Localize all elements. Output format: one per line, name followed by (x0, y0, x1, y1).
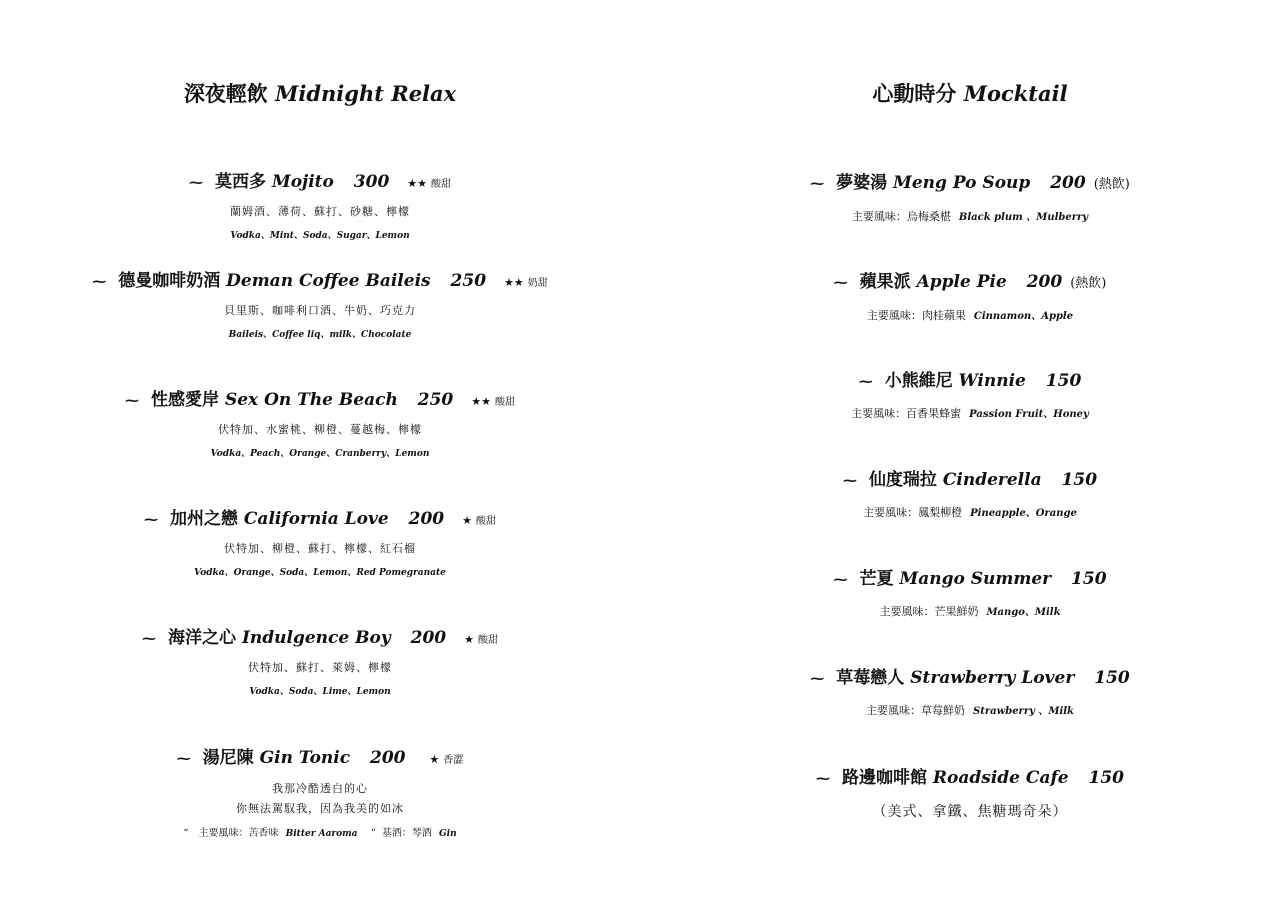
ingredients-en: Vodka、Peach、Orange、Cranberry、Lemon (210, 449, 430, 459)
ingredients-zh: 貝里斯、咖啡利口酒、牛奶、巧克力 (224, 304, 416, 317)
rating-stars: ★ (429, 753, 440, 766)
item-price: 250 (450, 271, 487, 291)
flavor-en: Bitter Aaroma (285, 829, 358, 839)
item-name-en: Mojito (271, 172, 334, 192)
menu-item (30, 507, 610, 580)
ornament-icon: ⁓ (858, 374, 873, 390)
ornament-icon: ⁓ (833, 572, 848, 588)
ingredients-zh: 蘭姆酒、薄荷、蘇打、砂糖、檸檬 (230, 205, 410, 218)
menu-item (30, 170, 610, 243)
item-name-line (30, 170, 610, 197)
item-name-zh: 海洋之心 (168, 628, 237, 648)
item-name-line (670, 766, 1270, 791)
item-name-en: Roadside Cafe (932, 768, 1069, 788)
item-price: 200 (408, 509, 445, 529)
flavor-en: Black plum 、Mulberry (958, 212, 1089, 223)
taste-tag: 奶甜 (527, 278, 548, 289)
item-name-en: Cinderella (942, 470, 1042, 490)
item-name-en: Meng Po Soup (893, 173, 1031, 193)
flavor-label: 主要風味：芒果鮮奶 (879, 605, 979, 618)
menu-item-gin-tonic (30, 746, 610, 839)
flavor-label: 主要風味：鳳梨柳橙 (863, 506, 963, 519)
menu-item (30, 269, 610, 342)
ingredients-en: Vodka、Orange、Soda、Lemon、Red Pomegranate (194, 568, 446, 578)
menu-item (670, 666, 1270, 720)
ornament-icon: ⁓ (815, 771, 830, 787)
menu-item (670, 171, 1270, 226)
item-name-line (670, 567, 1270, 592)
item-price: 200 (1026, 272, 1063, 292)
flavor-en: Strawberry 、Milk (973, 706, 1074, 717)
item-price: 200 (410, 628, 447, 648)
section-title-midnight-relax (30, 78, 610, 108)
item-name-en: Strawberry Lover (910, 668, 1075, 688)
item-price: 150 (1094, 668, 1130, 688)
ornament-icon: ⁓ (176, 751, 191, 767)
item-name-line (30, 507, 610, 534)
item-name-line (670, 270, 1270, 296)
item-name-line (670, 666, 1270, 691)
rating-stars: ★ (462, 514, 473, 527)
item-name-line (30, 269, 610, 296)
section-title-en: Mocktail (963, 81, 1068, 106)
menu-item (670, 468, 1270, 522)
item-name-en: California Love (243, 509, 389, 529)
flavor-label: 主要風味：肉桂蘋果 (866, 309, 966, 322)
flavor-line (670, 308, 1270, 325)
flavor-line (670, 604, 1270, 621)
taste-tag: 酸甜 (476, 516, 497, 527)
item-name-line (670, 369, 1270, 394)
item-name-line (30, 388, 610, 415)
section-title-en: Midnight Relax (275, 81, 457, 106)
item-name-line (670, 468, 1270, 493)
ornament-icon: ⁓ (810, 671, 825, 687)
flavor-line (670, 209, 1270, 226)
item-price: 150 (1071, 569, 1107, 589)
ornament-icon: ⁓ (125, 393, 140, 409)
base-en: Gin (439, 829, 457, 839)
poem-line-2: 你無法駕馭我，因為我美的如冰 (236, 802, 404, 815)
flavor-label: 主要風味：百香果蜂蜜 (851, 407, 962, 420)
item-price: 300 (353, 172, 390, 192)
item-name-zh: 性感愛岸 (151, 390, 220, 410)
ornament-icon: ⁓ (143, 512, 158, 528)
item-price: 200 (370, 748, 406, 768)
item-name-zh: 蘋果派 (859, 272, 911, 292)
ingredients-en: Vodka、Mint、Soda、Sugar、Lemon (230, 231, 410, 241)
item-name-zh: 芒夏 (859, 569, 894, 589)
ingredients-zh: 伏特加、水蜜桃、柳橙、蔓越梅、檸檬 (218, 423, 422, 436)
ornament-icon: ⁓ (833, 275, 848, 291)
menu-item (670, 567, 1270, 621)
flavor-base-line (30, 824, 610, 839)
taste-tag: 酸甜 (477, 635, 498, 646)
hot-drink-note: (熱飲) (1070, 276, 1107, 291)
item-name-en: Winnie (958, 371, 1026, 391)
item-name-line (30, 746, 610, 773)
flavor-en: Cinnamon、Apple (973, 311, 1074, 322)
ornament-icon: ⁓ (188, 175, 203, 191)
item-name-zh: 小熊維尼 (884, 371, 953, 391)
base-label: 基酒：琴酒 (381, 828, 432, 839)
item-price: 250 (417, 390, 454, 410)
quote-mark: “ (370, 828, 376, 839)
rating-stars: ★ (464, 633, 474, 646)
menu-item (670, 369, 1270, 423)
ornament-icon: ⁓ (142, 631, 157, 647)
taste-tag: 酸甜 (494, 397, 515, 408)
quote-mark: “ (183, 828, 189, 839)
item-name-zh: 路邊咖啡館 (841, 768, 927, 788)
item-price: 200 (1050, 173, 1086, 193)
ornament-icon: ⁓ (92, 274, 107, 290)
flavor-line (670, 505, 1270, 522)
flavor-en: Pineapple、Orange (970, 508, 1077, 519)
flavor-label: 主要風味：苦香味 (198, 828, 279, 839)
ingredients-en: Vodka、Soda、Lime、Lemon (249, 687, 391, 697)
item-name-en: Mango Summer (899, 569, 1052, 589)
item-name-zh: 加州之戀 (169, 509, 238, 529)
ingredients-zh: 伏特加、蘇打、萊姆、檸檬 (248, 661, 392, 674)
rating-stars: ★★ (471, 395, 491, 408)
flavor-label: 主要風味：烏梅桑椹 (851, 210, 951, 223)
flavor-en: Mango、Milk (986, 607, 1061, 618)
item-name-en: Gin Tonic (259, 748, 351, 768)
item-price: 150 (1088, 768, 1125, 788)
item-price: 150 (1061, 470, 1098, 490)
taste-tag: 香澀 (443, 755, 464, 766)
item-name-zh: 夢婆湯 (836, 173, 888, 193)
item-name-en: Apple Pie (916, 272, 1007, 292)
flavor-en: Passion Fruit、Honey (969, 409, 1089, 420)
item-name-line (30, 626, 610, 653)
menu-item (30, 388, 610, 461)
item-name-line (670, 171, 1270, 197)
item-name-zh: 草莓戀人 (836, 668, 905, 688)
flavor-line (670, 703, 1270, 720)
coffee-options: （美式、拿鐵、焦糖瑪奇朵） (872, 804, 1068, 820)
flavor-label: 主要風味：草莓鮮奶 (866, 704, 965, 717)
item-name-zh: 德曼咖啡奶酒 (118, 271, 221, 291)
item-price: 150 (1045, 371, 1082, 391)
item-name-en: Deman Coffee Baileis (226, 271, 431, 291)
section-title-zh: 深夜輕飲 (183, 81, 268, 106)
ingredients-en: Baileis、Coffee liq、milk、Chocolate (228, 330, 412, 340)
menu-item-roadside-cafe (670, 766, 1270, 821)
menu-item (670, 270, 1270, 325)
flavor-line (670, 406, 1270, 423)
taste-tag: 酸甜 (431, 179, 452, 190)
item-name-zh: 湯尼陳 (202, 748, 254, 768)
item-name-zh: 仙度瑞拉 (868, 470, 937, 490)
ingredients-zh: 伏特加、柳橙、蘇打、檸檬、紅石榴 (224, 542, 416, 555)
item-name-en: Indulgence Boy (241, 628, 391, 648)
rating-stars: ★★ (504, 276, 524, 289)
menu-item (30, 626, 610, 699)
item-name-en: Sex On The Beach (224, 390, 398, 410)
section-title-mocktail (670, 78, 1270, 108)
item-name-zh: 莫西多 (214, 172, 266, 192)
poem-line-1: 我那冷酷透白的心 (272, 782, 368, 795)
hot-drink-note: (熱飲) (1093, 177, 1130, 192)
ornament-icon: ⁓ (842, 473, 857, 489)
section-title-zh: 心動時分 (872, 81, 957, 106)
rating-stars: ★★ (407, 177, 428, 190)
ornament-icon: ⁓ (810, 176, 825, 192)
